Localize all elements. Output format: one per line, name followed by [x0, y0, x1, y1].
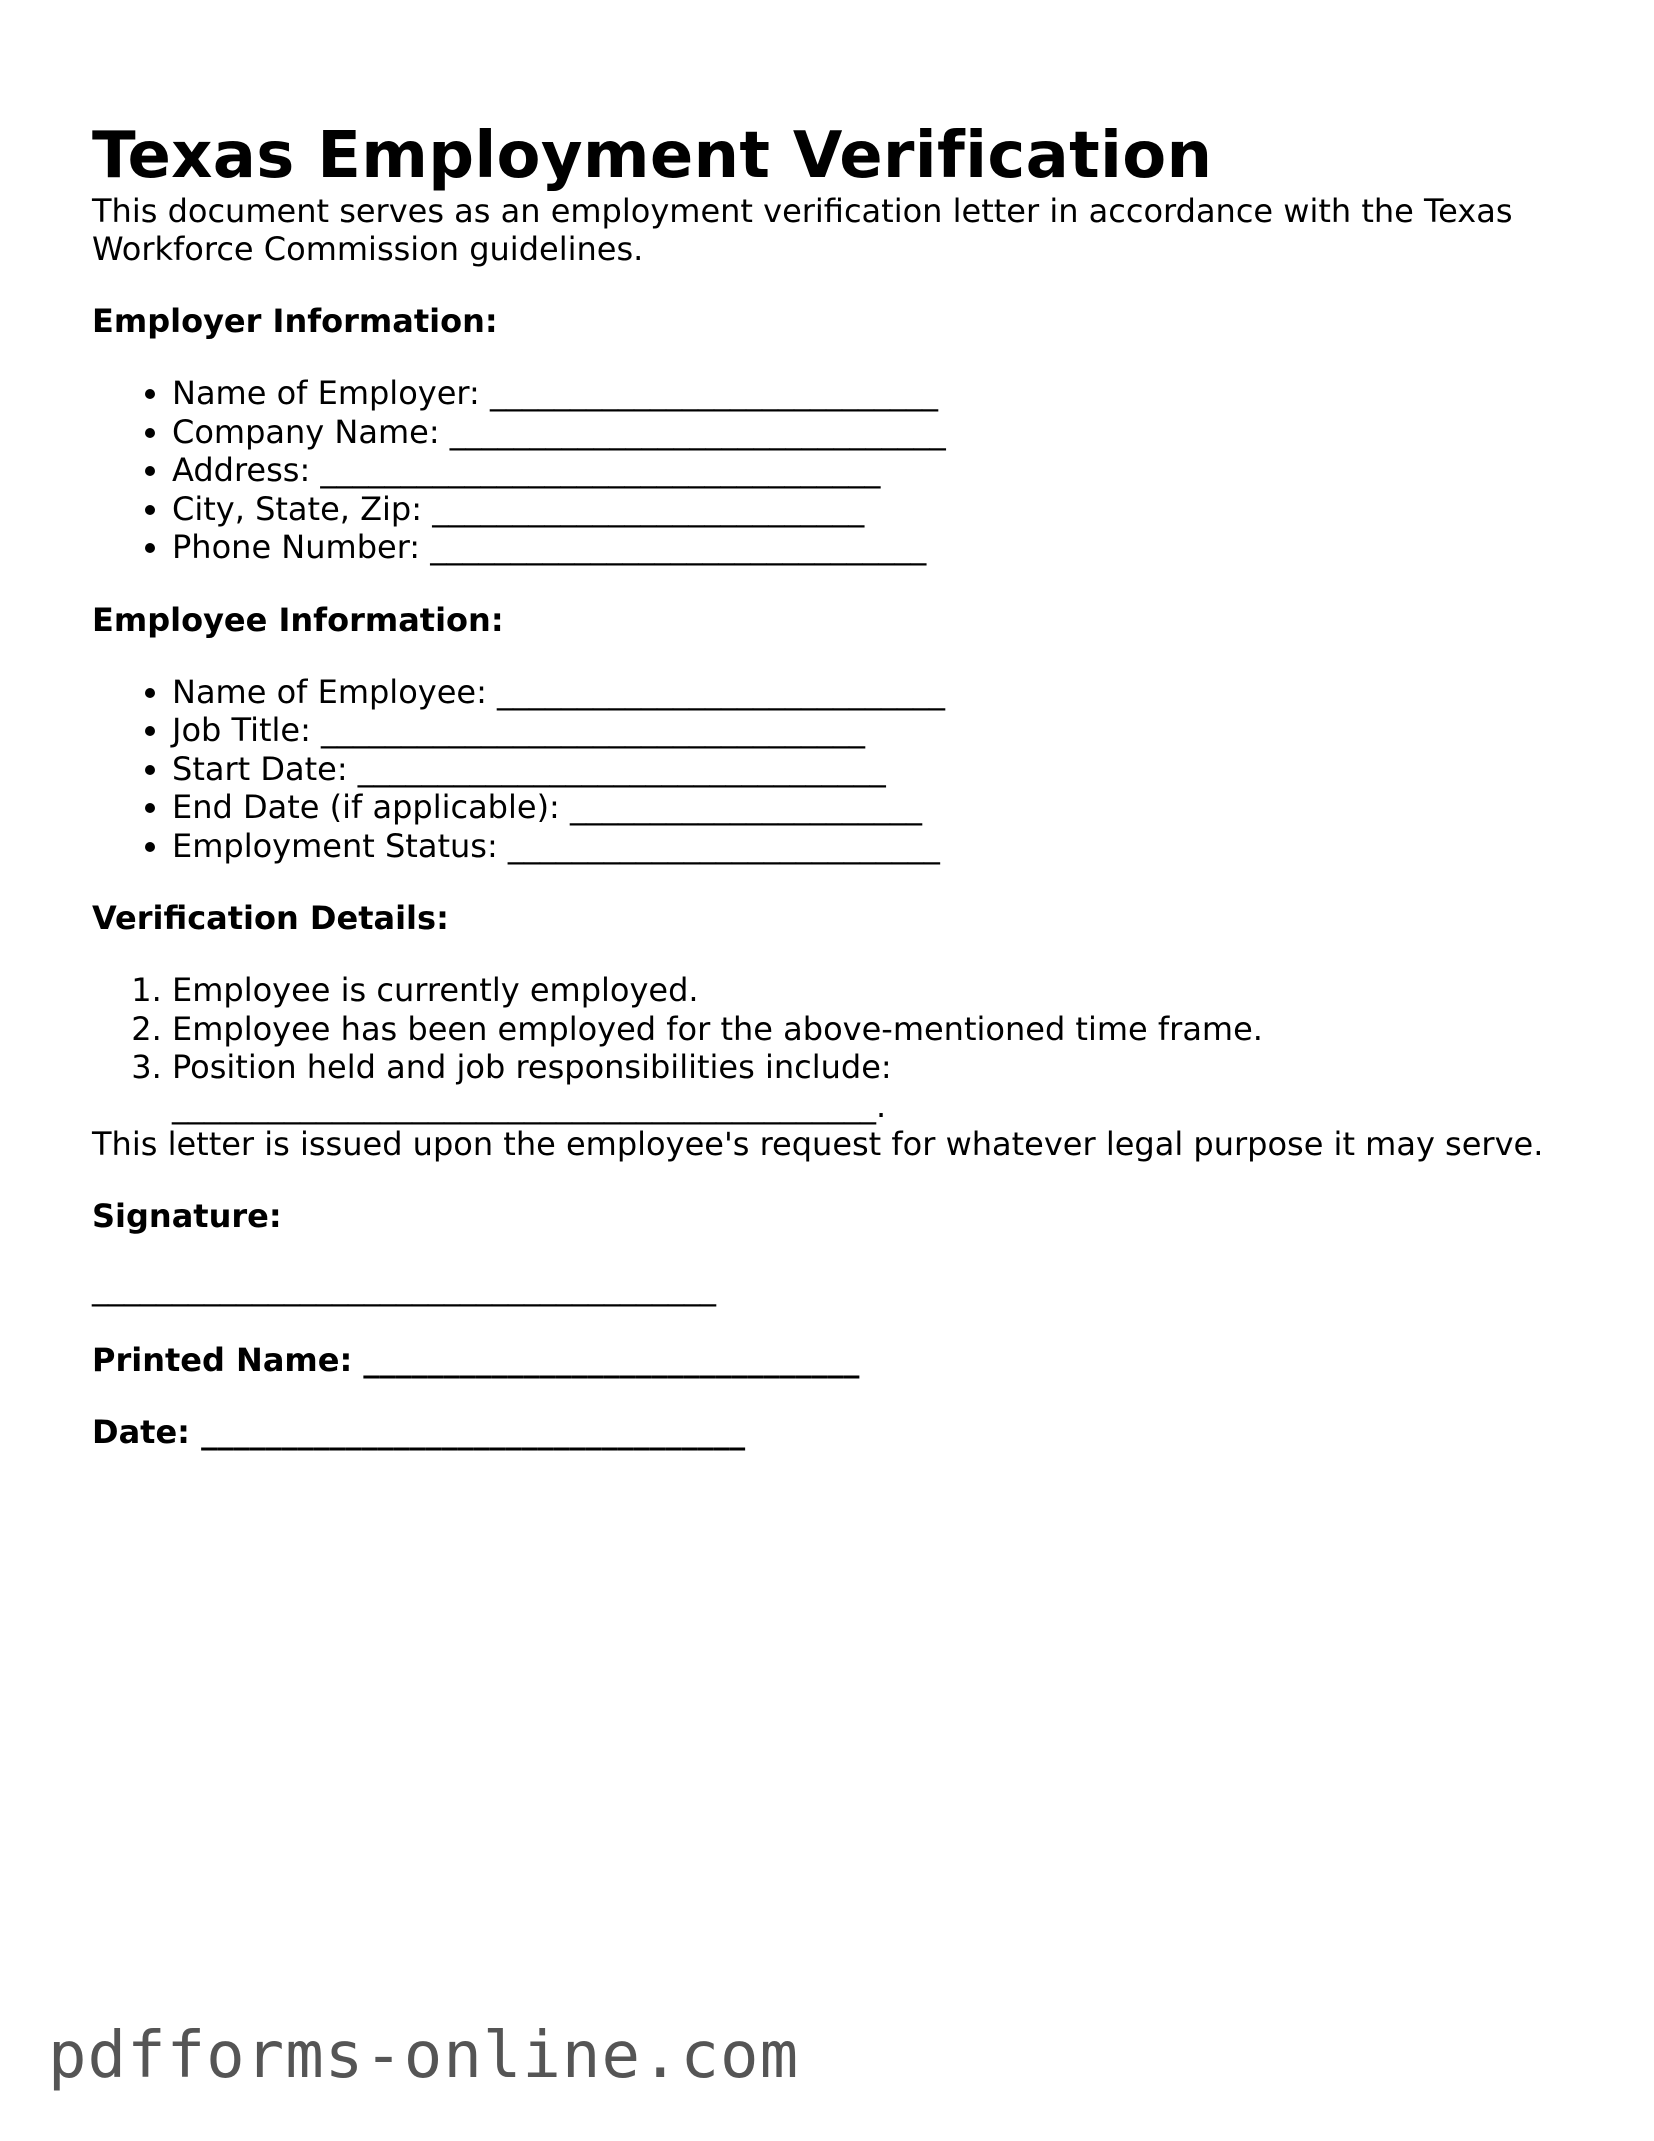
date-field: Date: __________________________________ — [92, 1413, 746, 1451]
signature-heading: Signature: — [92, 1197, 282, 1235]
document-title: Texas Employment Verification — [92, 119, 1213, 193]
signature-line: _______________________________________ — [92, 1269, 716, 1307]
employer-heading: Employer Information: — [92, 302, 498, 340]
employee-heading: Employee Information: — [92, 600, 504, 639]
employer-field-phone: • Phone Number: _______________________________ — [172, 528, 1592, 567]
employee-field-job-title: • Job Title: __________________________________ — [172, 711, 1592, 750]
verification-list — [92, 971, 1592, 1125]
employee-fields-list — [92, 673, 1592, 866]
document-page — [92, 120, 1592, 1451]
employee-field-start-date: • Start Date: _________________________________ — [172, 750, 1592, 789]
employer-field-address: • Address: ___________________________________ — [172, 451, 1592, 490]
verification-item-responsibilities: 3. Position held and job responsibilities include: ____________________________________________. — [172, 1048, 1592, 1125]
closing-paragraph: This letter is issued upon the employee's request for whatever legal purpose it may serve. — [92, 1125, 1544, 1163]
employee-field-status: • Employment Status: ___________________________ — [172, 827, 1592, 866]
printed-name-field: Printed Name: _______________________________ — [92, 1341, 860, 1379]
employer-fields-list — [92, 374, 1592, 567]
employer-field-city-state-zip: • City, State, Zip: ___________________________ — [172, 490, 1592, 529]
employer-field-name: • Name of Employer: ____________________________ — [172, 374, 1592, 413]
verification-item-time-frame: 2. Employee has been employed for the above-mentioned time frame. — [172, 1010, 1592, 1049]
employer-field-company: • Company Name: _______________________________ — [172, 413, 1592, 452]
intro-paragraph: This document serves as an employment verification letter in accordance with the Texas Workforce Commission guidelines. — [92, 192, 1513, 268]
verification-item-currently-employed: 1. Employee is currently employed. — [172, 971, 1592, 1010]
site-watermark: pdfforms-online.com — [48, 2019, 800, 2093]
employee-field-name: • Name of Employee: ____________________________ — [172, 673, 1592, 712]
employee-field-end-date: • End Date (if applicable): ______________________ — [172, 788, 1592, 827]
verification-heading: Verification Details: — [92, 899, 449, 937]
